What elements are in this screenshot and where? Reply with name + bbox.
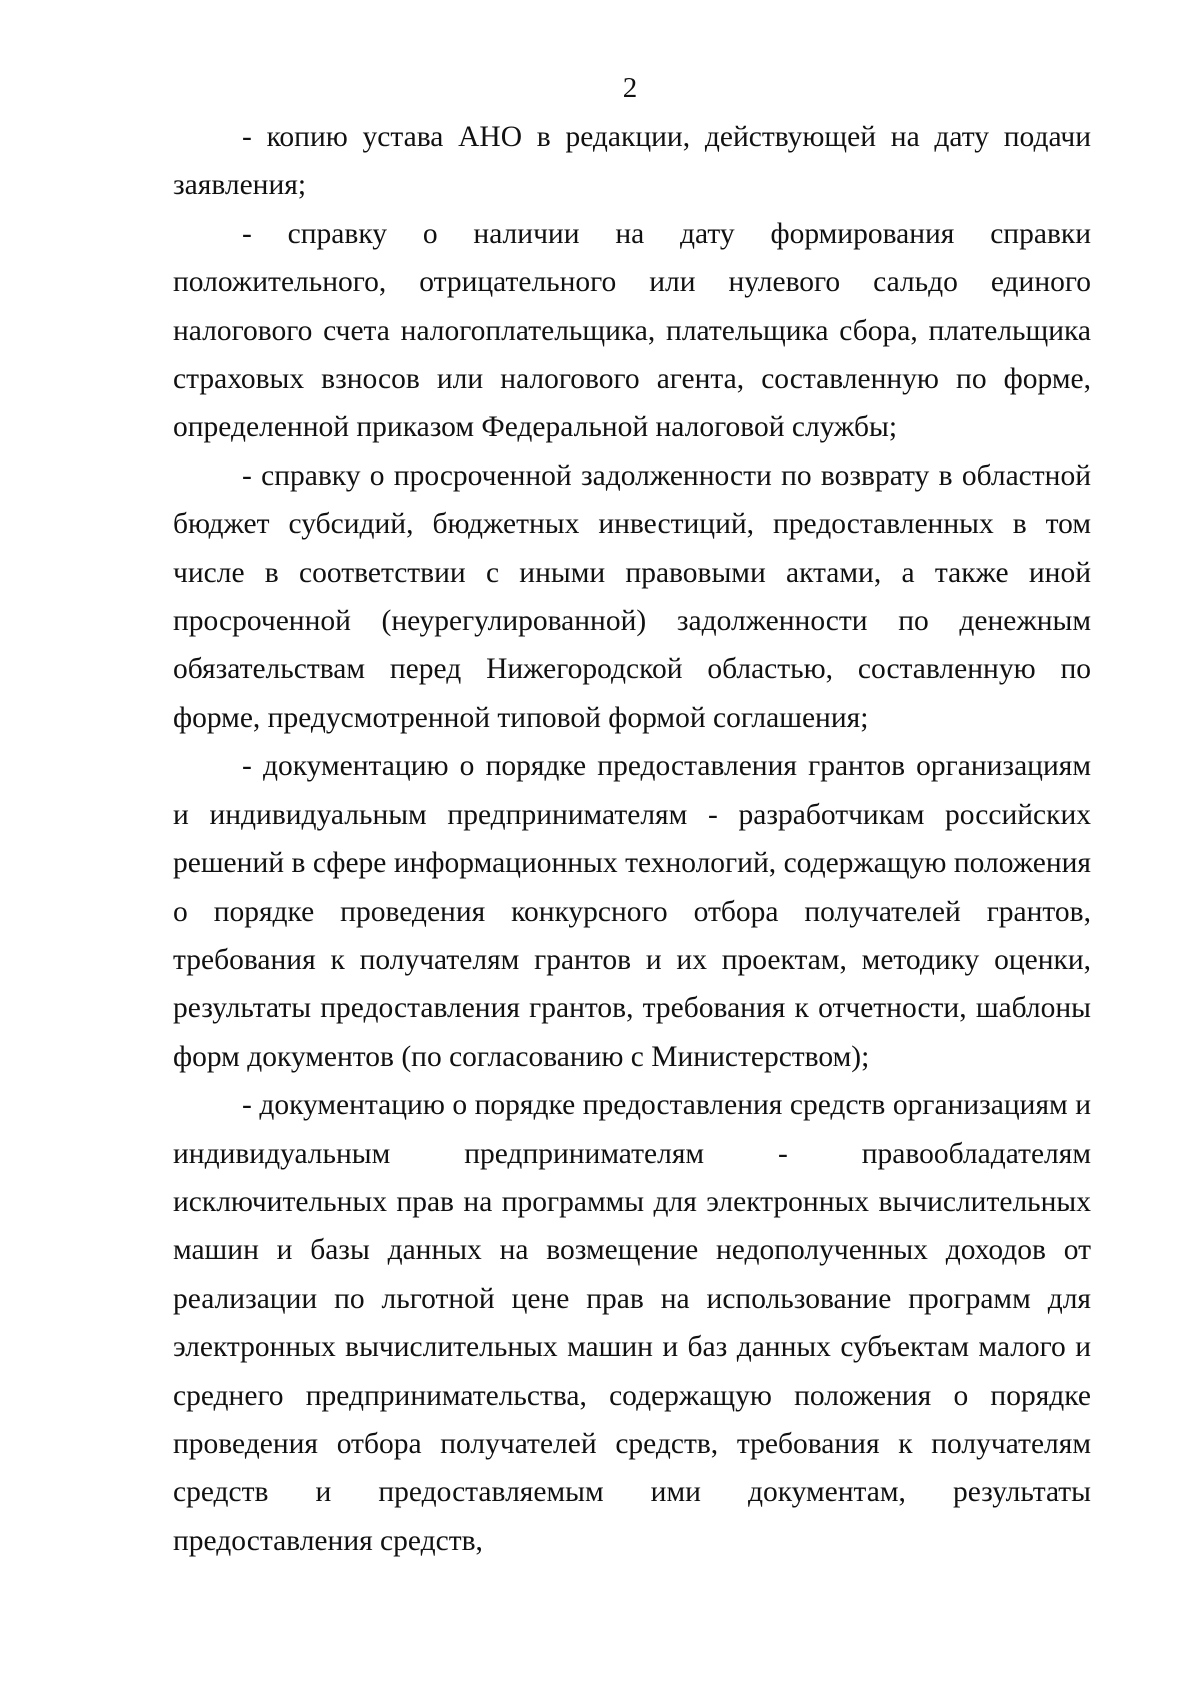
paragraph-grants-documentation: - документацию о порядке предоставления грантов организациям и индивидуальным предпринимателям - разработчикам российских решений в сфере информационных технологий, содержащую положения о порядке проведения конкурсного отбора получателей грантов, требования к получателям грантов и их проектам, методику оценки, результаты предоставления грантов, требования к отчетности, шаблоны форм документов (по согласованию с Министерством); (173, 750, 1091, 1073)
paragraph-charter-copy: - копию устава АНО в редакции, действующей на дату подачи заявления; (173, 121, 1091, 202)
page-number: 2 (622, 72, 638, 104)
document-body (173, 113, 1091, 1565)
paragraph-funds-documentation: - документацию о порядке предоставления средств организациям и индивидуальным предпринимателям - правообладателям исключительных прав на программы для электронных вычислительных машин и базы данных на возмещение недополученных доходов от реализации по льготной цене прав на использование программ для электронных вычислительных машин и баз данных субъектам малого и среднего предпринимательства, содержащую положения о порядке проведения отбора получателей средств, требования к получателям средств и предоставляемым ими документам, результаты предоставления средств, (173, 1089, 1091, 1557)
paragraph-tax-balance-certificate: - справку о наличии на дату формирования справки положительного, отрицательного или нулевого сальдо единого налогового счета налогоплательщика, плательщика сбора, плательщика страховых взносов или налогового агента, составленную по форме, определенной приказом Федеральной налоговой службы; (173, 217, 1091, 444)
paragraph-overdue-debt-certificate: - справку о просроченной задолженности по возврату в областной бюджет субсидий, бюджетных инвестиций, предоставленных в том числе в соответствии с иными правовыми актами, а также иной просроченной (неурегулированной) задолженности по денежным обязательствам перед Нижегородской областью, составленную по форме, предусмотренной типовой формой соглашения; (173, 459, 1091, 734)
